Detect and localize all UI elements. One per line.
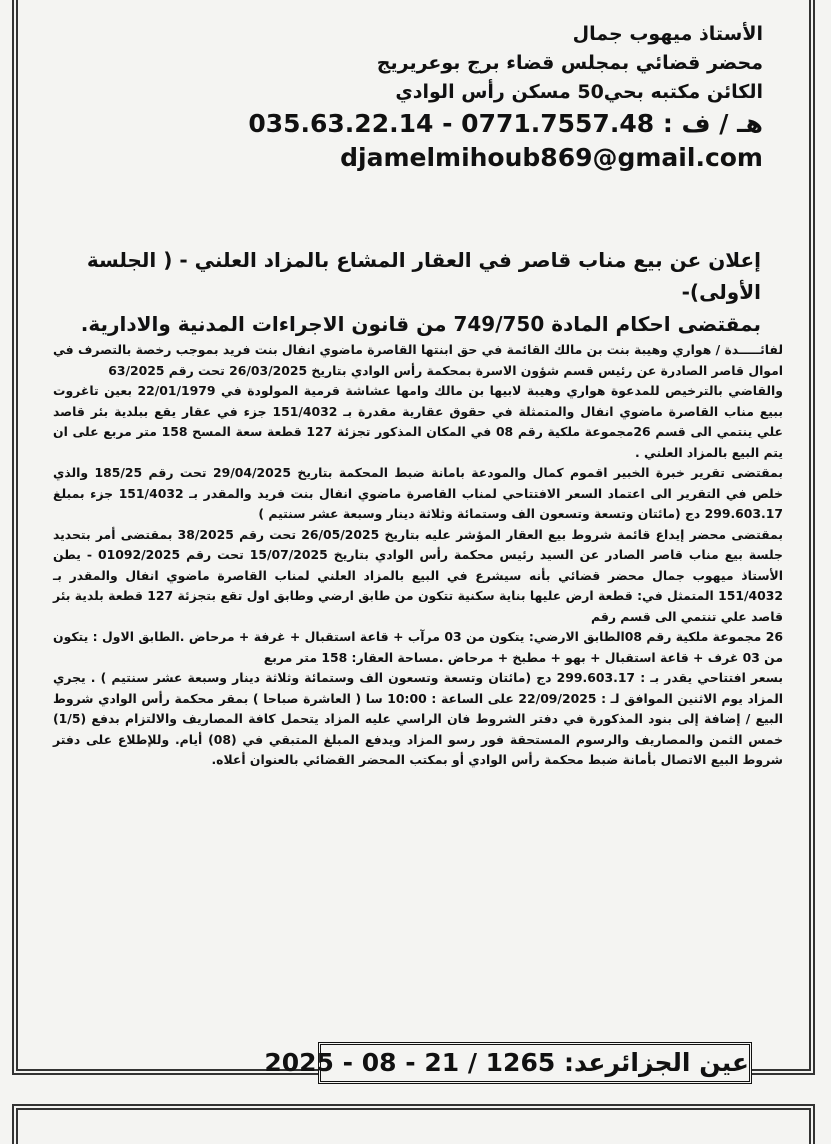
bailiff-email: djamelmihoub869@gmail.com: [340, 143, 763, 172]
announcement-body: [53, 340, 783, 771]
bailiff-address: الكائن مكتبه بحي50 مسكن رأس الوادي: [395, 81, 763, 103]
bailiff-name: الأستاذ ميهوب جمال: [572, 23, 763, 45]
bailiff-phone: هـ / ف : 0771.7557.48 - 035.63.22.14: [248, 109, 763, 138]
next-ad-frame: [12, 1104, 815, 1144]
announcement-title: [41, 244, 761, 340]
body-paragraph: والقاضي بالترخيص للمدعوة هواري وهيبة لابيها بن مالك وامها عشاشة قرمية المولودة في 22/01/1979 بعين تاغروت ببيع مناب القاصرة ماضوي انفال والمتمثلة في حقوق عقارية مقدرة بـ 151/4032 جزء في عقار يقع ببلدية بئر قاصد علي ينتمي الى قسم 26مجموعة ملكية رقم 08 في المكان المذكور تجزئة 127 قطعة سعة المسح 158 متر مربع على ان يتم البيع بالمزاد العلني .: [53, 383, 783, 460]
title-line-2: بمقتضى احكام المادة 749/750 من قانون الاجراءات المدنية والادارية.: [80, 312, 761, 336]
bailiff-header: [223, 20, 763, 175]
body-paragraph: بمقتضى محضر إيداع قائمة شروط بيع العقار المؤشر عليه بتاريخ 26/05/2025 تحت رقم 38/2025 بمقتضى أمر بتحديد جلسة بيع مناب قاصر الصادر عن السيد رئيس محكمة رأس الوادي بتاريخ 15/07/2025 تحت رقم 01092/2025 - يطن الأستاذ ميهوب جمال محضر قضائي بأنه سيشرع في البيع بالمزاد العلني لمناب القاصرة ماضوي انفال والمقدر بـ 151/4032 المتمثل في: قطعة ارض عليها بناية سكنية تتكون من طابق ارضي وطابق اول تقع بتجزئة 127 قطعة بلدية بئر قاصد علي تنتمي الى قسم رقم: [53, 526, 783, 624]
bailiff-role: محضر قضائي بمجلس قضاء برج بوعريريج: [376, 52, 763, 74]
body-paragraph: بسعر افتتاحي يقدر بـ : 299.603.17 دج (مائتان وتسعة وتسعون الف وستمائة وثلاثة دينار وسبعة عشر سنتيم ) . يجري المزاد يوم الاثنين الموافق لـ : 22/09/2025 على الساعة : 10:00 سا ( العاشرة صباحا ) بمقر محكمة رأس الوادي شروط البيع / إضافة إلى بنود المذكورة في دفتر الشروط فان الراسي عليه المزاد يتحمل كافة المصاريف والالتزام بدفع (1/5) خمس الثمن والمصاريف والرسوم المستحقة فور رسو المزاد ويدفع المبلغ المتبقي في (08) أيام. وللإطلاع على دفتر شروط البيع الاتصال بأمانة ضبط محكمة رأس الوادي أو بمكتب المحضر القضائي بالعنوان أعلاه.: [53, 670, 783, 767]
body-paragraph: لفائـــــدة / هواري وهيبة بنت بن مالك القائمة في حق ابنتها القاصرة ماضوي انفال بنت فريد بموجب رخصة بالتصرف في اموال قاصر الصادرة عن رئيس قسم شؤون الاسرة بمحكمة رأس الوادي بتاريخ 26/03/2025 تحت رقم 63/2025: [53, 342, 783, 378]
body-paragraph: بمقتضى تقرير خبرة الخبير اقموم كمال والمودعة بامانة ضبط المحكمة بتاريخ 29/04/2025 تحت رقم 185/25 والذي خلص في التقرير الى اعتماد السعر الافتتاحي لمناب القاصرة ماضوي انفال بنت فريد والمقدر بـ 151/4032 جزء بمبلغ 299.603.17 دج (مائتان وتسعة وتسعون الف وستمائة وثلاثة دينار وسبعة عشر سنتيم ): [53, 465, 784, 521]
publication-number-box: عين الجزائرعد: 1265 / 21 - 08 - 2025: [318, 1042, 752, 1084]
body-paragraph: 26 مجموعة ملكية رقم 08الطابق الارضي: يتكون من 03 مرآب + قاعة استقبال + غرفة + مرحاض .الطابق الاول : يتكون من 03 غرف + قاعة استقبال + بهو + مطبخ + مرحاض .مساحة العقار: 158 متر مربع: [53, 629, 783, 665]
title-line-1: إعلان عن بيع مناب قاصر في العقار المشاع بالمزاد العلني - ( الجلسة الأولى)-: [86, 248, 761, 304]
